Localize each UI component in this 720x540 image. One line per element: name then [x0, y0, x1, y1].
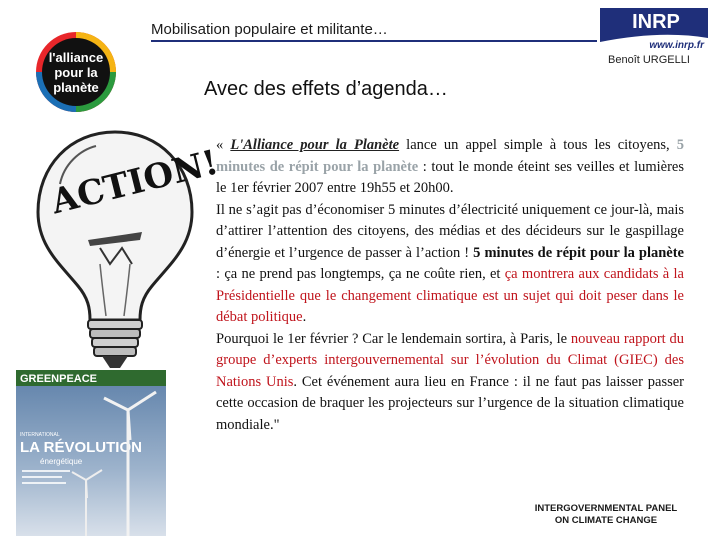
magazine-subhead: énergétique — [40, 457, 83, 466]
ipcc-line1: INTERGOVERNMENTAL PANEL — [534, 503, 678, 514]
header-divider — [151, 40, 597, 42]
p3-highlight: nouveau rapport du groupe d’experts intergouvernemental sur l’évolution du Climat (GIEC) des Nations Unis — [216, 330, 684, 390]
ipcc-logo — [520, 500, 692, 526]
p2-text-b: : ça ne prend pas longtemps, ça ne coûte rien, et — [216, 266, 505, 282]
quote-text — [216, 135, 684, 436]
alliance-logo-line2: pour la — [54, 65, 98, 80]
p2-end: . — [302, 309, 307, 325]
bulb-action-text: ACTION! — [47, 142, 223, 223]
p1-text-a: lance un appel simple à tous les citoyens, — [399, 137, 677, 153]
inrp-logo — [600, 8, 708, 50]
ipcc-line2: ON CLIMATE CHANGE — [554, 515, 658, 526]
inrp-url: www.inrp.fr — [649, 40, 704, 51]
p2-text-a: Il ne s’agit pas d’économiser 5 minutes d’électricité uniquement ce jour-là, mais d’attirer l’attention des citoyens, des médias et des décideurs sur le gaspillage d’énergie et l’urgence de passer à l’action ! — [216, 201, 684, 261]
greenpeace-magazine-cover — [16, 370, 166, 536]
alliance-logo-line1: l'alliance — [48, 50, 104, 65]
alliance-logo-line3: planète — [53, 80, 99, 95]
magazine-kicker: INTERNATIONAL — [20, 432, 60, 438]
magazine-brand: GREENPEACE — [20, 373, 98, 385]
alliance-logo — [34, 30, 118, 114]
campaign-name-highlight: 5 minutes de répit pour la planète — [216, 137, 685, 175]
p3-text-a: Pourquoi le 1er février ? Car le lendemain sortira, à Paris, le — [216, 330, 571, 347]
lightbulb-illustration — [30, 124, 223, 372]
p3-text-b: . Cet événement aura lieu en France : il ne faut pas laisser passer cette occasion de braquer les projecteurs sur l’urgence de la situation climatique mondiale." — [216, 373, 685, 433]
campaign-name-bold: 5 minutes de répit pour la planète — [473, 244, 684, 261]
magazine-headline: LA RÉVOLUTION — [20, 439, 142, 456]
author-name: Benoît URGELLI — [608, 54, 690, 66]
quote-open: « — [216, 137, 231, 153]
inrp-logo-text: INRP — [632, 11, 680, 33]
p1-text-b: : tout le monde éteint ses veilles et lumières le 1er février 2007 entre 19h55 et 20h00. — [216, 158, 685, 196]
p2-highlight: ça montrera aux candidats à la Présidentielle que le changement climatique est un sujet qui doit peser dans le débat politique — [216, 266, 684, 325]
alliance-link[interactable]: L'Alliance pour la Planète — [230, 137, 400, 153]
slide-title: Avec des effets d’agenda… — [204, 78, 448, 100]
header-title: Mobilisation populaire et militante… — [151, 21, 388, 38]
